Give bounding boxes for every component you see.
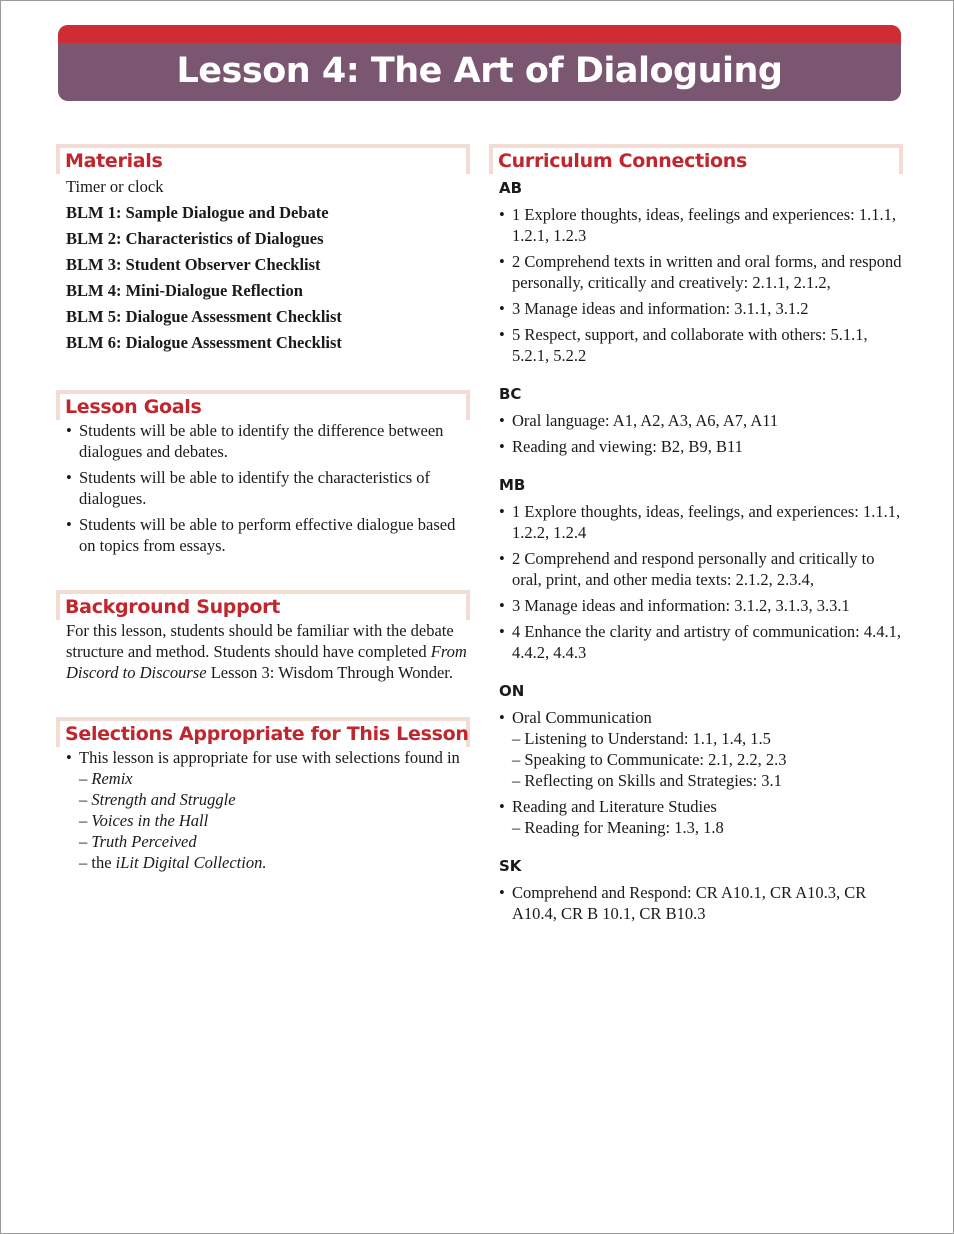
outcome-text: 3 Manage ideas and information: 3.1.1, 3.1.2 xyxy=(512,299,809,318)
selections-list xyxy=(56,747,470,873)
province-outcomes xyxy=(489,707,903,838)
material-item: BLM 1: Sample Dialogue and Debate xyxy=(66,203,329,222)
province-outcomes xyxy=(489,204,903,366)
right-column xyxy=(489,144,903,958)
province-outcomes xyxy=(489,410,903,457)
material-item: BLM 6: Dialogue Assessment Checklist xyxy=(66,333,342,352)
outcome-item xyxy=(499,707,903,791)
title-banner xyxy=(58,25,901,101)
selection-line xyxy=(79,852,470,873)
selection-line xyxy=(79,831,470,852)
goal-item: • Students will be able to perform effective dialogue based on topics from essays. xyxy=(66,514,470,556)
province-block xyxy=(489,856,903,924)
outcome-item xyxy=(499,204,903,246)
selections-header xyxy=(56,717,470,747)
background-text-part: For this lesson, students should be familiar with the debate structure and method. Students should have completed xyxy=(66,621,454,661)
outcome-subitem: – Reading for Meaning: 1.3, 1.8 xyxy=(512,818,724,837)
goal-item: • Students will be able to identify the characteristics of dialogues. xyxy=(66,467,470,509)
outcome-item xyxy=(499,324,903,366)
outcome-text: 1 Explore thoughts, ideas, feelings, and experiences: 1.1.1, 1.2.2, 1.2.4 xyxy=(512,502,901,542)
selection-title: Truth Perceived xyxy=(91,832,197,851)
background-support-section xyxy=(56,590,470,683)
selection-prefix: – xyxy=(79,769,92,788)
material-item: BLM 5: Dialogue Assessment Checklist xyxy=(66,307,342,326)
outcome-text: Reading and Literature Studies xyxy=(512,797,717,816)
background-support-text xyxy=(56,620,470,683)
outcome-item xyxy=(499,251,903,293)
selection-line xyxy=(79,768,470,789)
selection-title: Strength and Struggle xyxy=(91,790,236,809)
province-block xyxy=(489,384,903,457)
outcome-subitem: – Speaking to Communicate: 2.1, 2.2, 2.3 xyxy=(512,750,787,769)
selection-title: iLit Digital Collection. xyxy=(115,853,267,872)
province-block xyxy=(489,681,903,838)
page-title: Lesson 4: The Art of Dialoguing xyxy=(176,51,783,91)
materials-header xyxy=(56,144,470,174)
selection-prefix: – the xyxy=(79,853,116,872)
outcome-subitem: – Listening to Understand: 1.1, 1.4, 1.5 xyxy=(512,729,771,748)
outcome-text: Oral language: A1, A2, A3, A6, A7, A11 xyxy=(512,411,779,430)
goal-item: • Students will be able to identify the difference between dialogues and debates. xyxy=(66,420,470,462)
outcome-text: 1 Explore thoughts, ideas, feelings and experiences: 1.1.1, 1.2.1, 1.2.3 xyxy=(512,205,896,245)
material-item: BLM 2: Characteristics of Dialogues xyxy=(66,229,324,248)
selection-prefix: – xyxy=(79,832,92,851)
selections-item xyxy=(66,747,470,873)
province-code: BC xyxy=(499,385,522,403)
material-item: Timer or clock xyxy=(66,177,164,196)
outcome-subitem: – Reflecting on Skills and Strategies: 3.1 xyxy=(512,771,782,790)
selections-heading: Selections Appropriate for This Lesson xyxy=(65,723,469,745)
curriculum-section xyxy=(489,144,903,924)
selection-title: Voices in the Hall xyxy=(91,811,209,830)
background-book-title: From Discord to Discourse xyxy=(66,642,467,682)
selections-section xyxy=(56,717,470,873)
province-code: ON xyxy=(499,682,525,700)
province-outcomes xyxy=(489,501,903,663)
outcome-item xyxy=(499,595,903,616)
selection-prefix: – xyxy=(79,811,92,830)
lesson-goals-heading: Lesson Goals xyxy=(65,396,202,418)
background-text-part: Lesson 3: Wisdom Through Wonder. xyxy=(206,663,453,682)
lesson-goals-header xyxy=(56,390,470,420)
province-code: SK xyxy=(499,857,522,875)
outcome-item xyxy=(499,410,903,431)
outcome-item xyxy=(499,882,903,924)
outcome-text: 2 Comprehend and respond personally and critically to oral, print, and other media texts: 2.1.2, 2.3.4, xyxy=(512,549,875,589)
selection-line xyxy=(79,810,470,831)
lesson-goals-section xyxy=(56,390,470,556)
selections-subs xyxy=(79,768,470,873)
outcome-text: Comprehend and Respond: CR A10.1, CR A10.3, CR A10.4, CR B 10.1, CR B10.3 xyxy=(512,883,867,923)
outcome-text: 4 Enhance the clarity and artistry of communication: 4.4.1, 4.4.2, 4.4.3 xyxy=(512,622,902,662)
materials-section xyxy=(56,144,470,356)
left-column xyxy=(56,144,470,907)
curriculum-body xyxy=(489,178,903,924)
material-item: BLM 3: Student Observer Checklist xyxy=(66,255,321,274)
outcome-item xyxy=(499,548,903,590)
province-block xyxy=(489,178,903,366)
outcome-item xyxy=(499,796,903,838)
background-support-heading: Background Support xyxy=(65,596,281,618)
outcome-text: 3 Manage ideas and information: 3.1.2, 3.1.3, 3.3.1 xyxy=(512,596,850,615)
selections-intro: This lesson is appropriate for use with selections found in xyxy=(79,748,460,767)
province-block xyxy=(489,475,903,663)
outcome-item xyxy=(499,298,903,319)
outcome-item xyxy=(499,501,903,543)
outcome-text: 5 Respect, support, and collaborate with others: 5.1.1, 5.2.1, 5.2.2 xyxy=(512,325,868,365)
outcome-text: Oral Communication xyxy=(512,708,652,727)
outcome-text: 2 Comprehend texts in written and oral forms, and respond personally, critically and creatively: 2.1.1, 2.1.2, xyxy=(512,252,902,292)
curriculum-heading: Curriculum Connections xyxy=(498,150,748,172)
curriculum-header xyxy=(489,144,903,174)
outcome-item xyxy=(499,621,903,663)
selection-title: Remix xyxy=(91,769,133,788)
materials-heading: Materials xyxy=(65,150,163,172)
lesson-goals-list xyxy=(56,420,470,556)
selection-prefix: – xyxy=(79,790,92,809)
material-item: BLM 4: Mini-Dialogue Reflection xyxy=(66,281,303,300)
outcome-text: Reading and viewing: B2, B9, B11 xyxy=(512,437,743,456)
province-code: MB xyxy=(499,476,526,494)
outcome-item xyxy=(499,436,903,457)
banner-stripe xyxy=(58,25,901,43)
province-outcomes xyxy=(489,882,903,924)
selection-line xyxy=(79,789,470,810)
background-support-header xyxy=(56,590,470,620)
materials-list xyxy=(56,174,470,356)
province-code: AB xyxy=(499,179,523,197)
